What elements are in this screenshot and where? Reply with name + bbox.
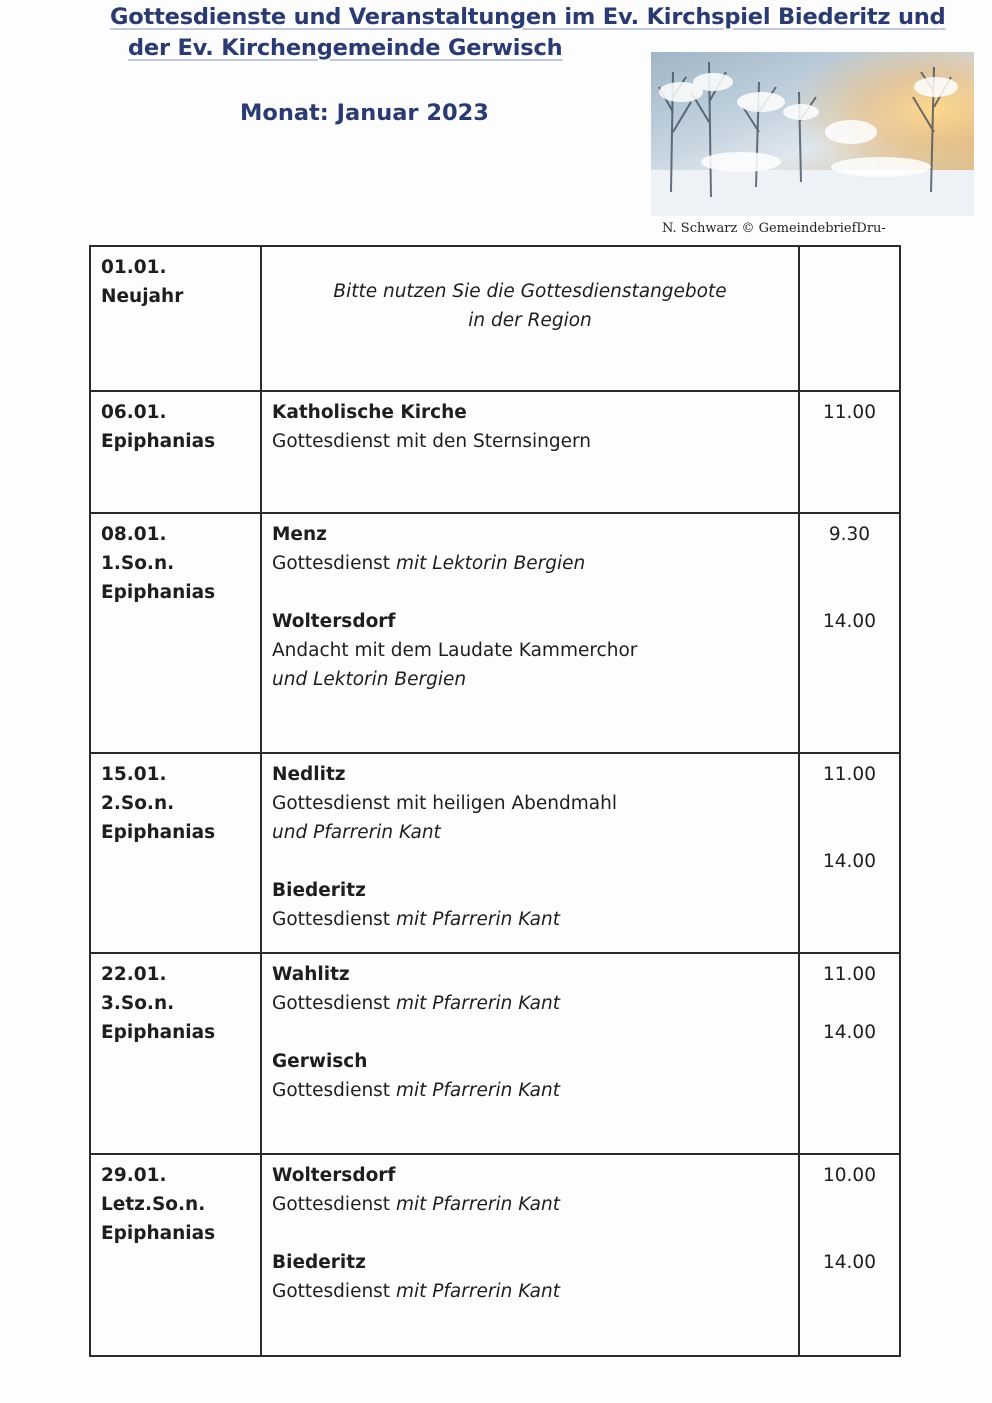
event-location: Biederitz <box>272 1252 366 1273</box>
date-cell <box>90 513 261 753</box>
time-cell <box>799 1154 900 1356</box>
table-row <box>90 391 900 513</box>
event-description: Gottesdienst mit den Sternsingern <box>272 431 591 452</box>
description-text: Gottesdienst <box>272 909 391 930</box>
table-row <box>90 246 900 391</box>
event-cell <box>261 246 799 391</box>
region-note-line-1: Bitte nutzen Sie die Gottesdienstangebote <box>333 281 727 302</box>
event-cell <box>261 953 799 1154</box>
event-description <box>272 549 788 578</box>
event-description <box>272 905 788 934</box>
event-description <box>272 1190 788 1219</box>
photo-credit: N. Schwarz © GemeindebriefDru- <box>662 221 886 236</box>
event-cell <box>261 753 799 953</box>
description-text: Gottesdienst <box>272 993 391 1014</box>
church-day: 1.So.n. <box>101 553 175 574</box>
time-cell <box>799 513 900 753</box>
description-italic: mit Pfarrerin Kant <box>395 1080 561 1101</box>
title-line-2: der Ev. Kirchengemeinde Gerwisch <box>128 35 563 61</box>
event-cell <box>261 513 799 753</box>
event-location: Woltersdorf <box>272 1165 396 1186</box>
time-cell <box>799 753 900 953</box>
church-day: Epiphanias <box>101 822 216 843</box>
date-cell <box>90 391 261 513</box>
event-time: 14.00 <box>823 851 876 872</box>
description-text: Gottesdienst <box>272 1281 391 1302</box>
event-description-italic: und Lektorin Bergien <box>272 669 467 690</box>
schedule-table <box>89 245 901 1357</box>
table-row <box>90 1154 900 1356</box>
region-note-line-2: in der Region <box>468 310 592 331</box>
description-text: Gottesdienst <box>272 1080 391 1101</box>
event-description: Andacht mit dem Laudate Kammerchor <box>272 640 638 661</box>
church-day: Epiphanias <box>101 582 216 603</box>
event-time: 11.00 <box>823 402 876 423</box>
time-cell <box>799 953 900 1154</box>
event-location: Woltersdorf <box>272 611 396 632</box>
time-cell <box>799 246 900 391</box>
service-date: 01.01. <box>101 257 167 278</box>
event-time: 9.30 <box>828 524 871 545</box>
time-cell <box>799 391 900 513</box>
description-italic: mit Pfarrerin Kant <box>395 909 561 930</box>
event-time: 10.00 <box>823 1165 876 1186</box>
event-location: Gerwisch <box>272 1051 368 1072</box>
service-date: 29.01. <box>101 1165 167 1186</box>
event-description-italic: und Pfarrerin Kant <box>272 822 441 843</box>
description-italic: mit Pfarrerin Kant <box>395 1194 561 1215</box>
event-location: Wahlitz <box>272 964 350 985</box>
church-day: 3.So.n. <box>101 993 175 1014</box>
table-row <box>90 753 900 953</box>
date-cell <box>90 1154 261 1356</box>
service-date: 22.01. <box>101 964 167 985</box>
date-cell <box>90 246 261 391</box>
church-day: Neujahr <box>101 286 184 307</box>
church-day: 2.So.n. <box>101 793 175 814</box>
event-description <box>272 1076 788 1105</box>
event-location: Menz <box>272 524 327 545</box>
region-note <box>272 253 788 335</box>
table-row <box>90 953 900 1154</box>
event-location: Biederitz <box>272 880 366 901</box>
description-italic: mit Pfarrerin Kant <box>395 993 561 1014</box>
church-day: Epiphanias <box>101 1223 216 1244</box>
event-time: 14.00 <box>823 611 876 632</box>
church-day: Epiphanias <box>101 431 216 452</box>
event-location: Nedlitz <box>272 764 346 785</box>
service-date: 06.01. <box>101 402 167 423</box>
winter-forest-photo <box>651 52 974 216</box>
date-cell <box>90 953 261 1154</box>
description-text: Gottesdienst <box>272 553 391 574</box>
event-location: Katholische Kirche <box>272 402 467 423</box>
event-time: 14.00 <box>823 1022 876 1043</box>
church-day: Epiphanias <box>101 1022 216 1043</box>
date-cell <box>90 753 261 953</box>
event-description <box>272 1277 788 1306</box>
table-row <box>90 513 900 753</box>
service-date: 08.01. <box>101 524 167 545</box>
event-time: 11.00 <box>823 964 876 985</box>
church-day: Letz.So.n. <box>101 1194 206 1215</box>
winter-trees-illustration <box>651 52 974 216</box>
event-cell <box>261 1154 799 1356</box>
service-date: 15.01. <box>101 764 167 785</box>
description-italic: mit Pfarrerin Kant <box>395 1281 561 1302</box>
event-time: 14.00 <box>823 1252 876 1273</box>
event-description <box>272 989 788 1018</box>
event-cell <box>261 391 799 513</box>
title-line-1: Gottesdienste und Veranstaltungen im Ev. Kirchspiel Biederitz und <box>110 4 946 30</box>
month-heading: Monat: Januar 2023 <box>240 100 489 126</box>
description-italic: mit Lektorin Bergien <box>395 553 586 574</box>
event-description: Gottesdienst mit heiligen Abendmahl <box>272 793 617 814</box>
description-text: Gottesdienst <box>272 1194 391 1215</box>
event-time: 11.00 <box>823 764 876 785</box>
